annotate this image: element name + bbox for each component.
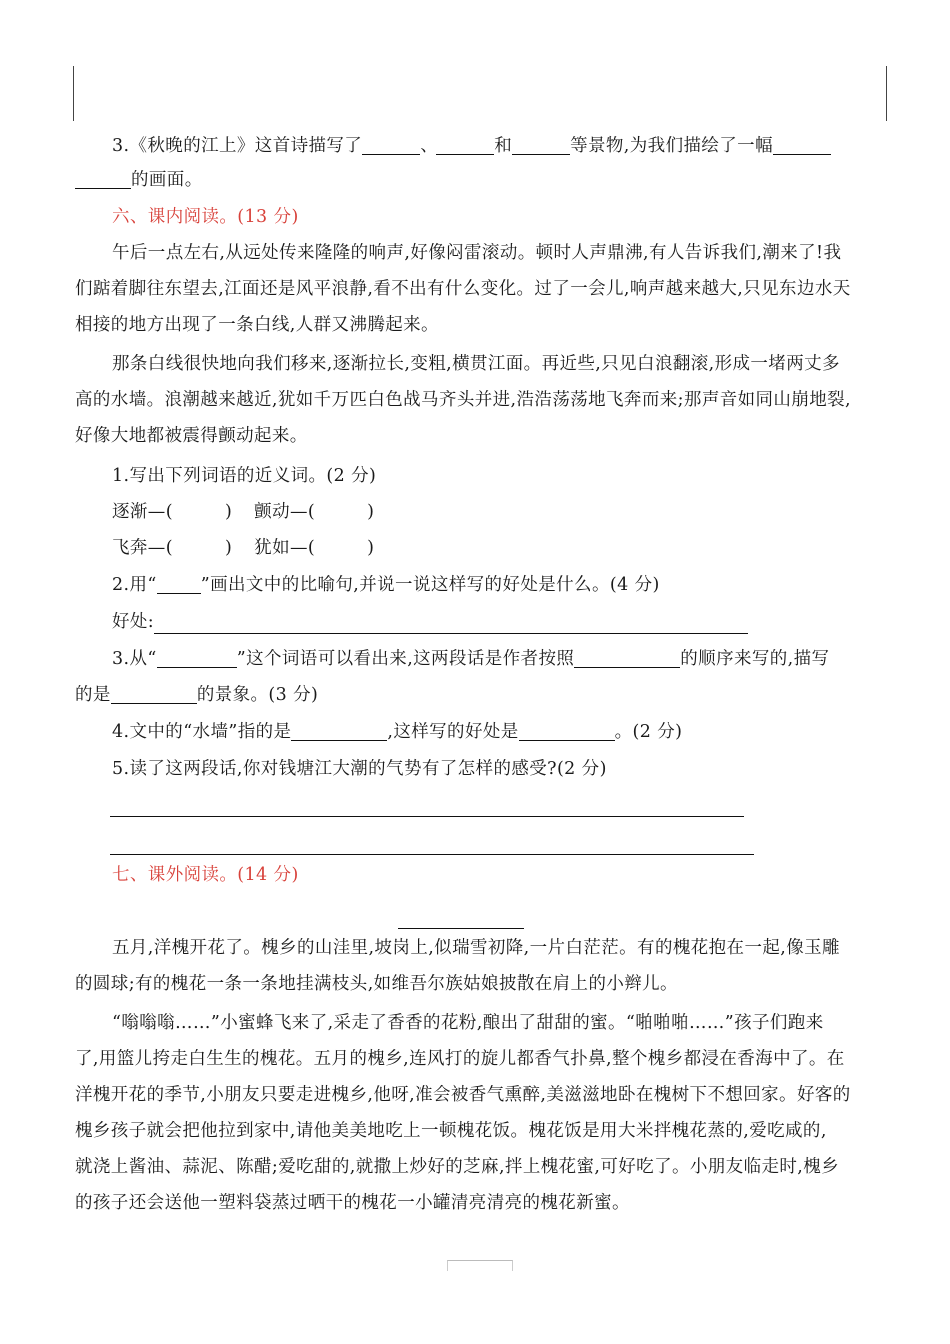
answer-blank[interactable] (291, 722, 387, 741)
s6-para2-line3: 好像大地都被震得颤动起来。 (75, 426, 308, 446)
s7-para2-line5: 就浇上酱油、蒜泥、陈醋;爱吃甜的,就撒上炒好的芝麻,拌上槐花蜜,可好吃了。小朋友临走时,槐乡 (75, 1157, 840, 1177)
q1-prompt: 1.写出下列词语的近义词。(2 分) (112, 466, 377, 486)
answer-blank[interactable] (436, 136, 494, 155)
q2-answer-line[interactable] (154, 633, 748, 634)
right-frame-line (886, 66, 887, 121)
q2-answer-label: 好处: (112, 612, 155, 632)
q5-answer-line-1[interactable] (110, 816, 744, 817)
q3-poem-line1: 3.《秋晚的江上》这首诗描写了 、 和 等景物,为我们描绘了一幅 (112, 134, 831, 158)
s7-para1-line1: 五月,洋槐开花了。槐乡的山洼里,坡岗上,似瑞雪初降,一片白茫茫。有的槐花抱在一起,像玉雕 (112, 938, 840, 958)
q5-answer-line-2[interactable] (110, 854, 754, 855)
q3-line1: 3.从“ ”这个词语可以看出来,这两段话是作者按照 的顺序来写的,描写 (112, 649, 830, 669)
answer-blank[interactable] (75, 170, 131, 189)
q2-prompt: 2.用“ ”画出文中的比喻句,并说一说这样写的好处是什么。(4 分) (112, 575, 660, 595)
answer-blank[interactable] (157, 649, 237, 668)
s6-para2-line1: 那条白线很快地向我们移来,逐渐拉长,变粗,横贯江面。再近些,只见白浪翻滚,形成一堵两丈多 (112, 354, 840, 374)
answer-blank[interactable] (773, 136, 831, 155)
answer-blank[interactable] (157, 575, 201, 594)
answer-blank[interactable] (519, 722, 615, 741)
answer-blank[interactable] (111, 685, 197, 704)
s6-para1-line3: 相接的地方出现了一条白线,人群又沸腾起来。 (75, 315, 439, 335)
q4-line: 4.文中的“水墙”指的是 ,这样写的好处是 。(2 分) (112, 722, 683, 742)
s6-para2-line2: 高的水墙。浪潮越来越近,犹如千万匹白色战马齐头并进,浩浩荡荡地飞奔而来;那声音如同山崩地裂, (75, 390, 851, 410)
s7-para2-line6: 的孩子还会送他一塑料袋蒸过晒干的槐花一小罐清亮清亮的槐花新蜜。 (75, 1193, 630, 1213)
s6-para1-line1: 午后一点左右,从远处传来隆隆的响声,好像闷雷滚动。顿时人声鼎沸,有人告诉我们,潮来了!我 (112, 243, 842, 263)
s7-para1-line2: 的圆球;有的槐花一条一条地挂满枝头,如维吾尔族姑娘披散在肩上的小辫儿。 (75, 974, 678, 994)
q1-row2: 飞奔—( ) 犹如—( ) (112, 538, 375, 558)
s7-para2-line1: “嗡嗡嗡……”小蜜蜂飞来了,采走了香香的花粉,酿出了甜甜的蜜。“啪啪啪……”孩子们跑来 (112, 1013, 824, 1033)
q3-line2: 的是 的景象。(3 分) (75, 685, 319, 705)
page-number-box (447, 1260, 513, 1271)
s7-para2-line2: 了,用篮儿挎走白生生的槐花。五月的槐乡,连风打的旋儿都香气扑鼻,整个槐乡都浸在香海中了。在 (75, 1049, 845, 1069)
s6-para1-line2: 们踮着脚往东望去,江面还是风平浪静,看不出有什么变化。过了一会儿,响声越来越大,只见东边水天 (75, 279, 851, 299)
section7-title: 七、课外阅读。(14 分) (112, 865, 299, 885)
q3-poem-line2: 的画面。 (75, 168, 203, 192)
q1-row1: 逐渐—( ) 颤动—( ) (112, 502, 375, 522)
section6-title: 六、课内阅读。(13 分) (112, 207, 299, 227)
s7-para2-line4: 槐乡孩子就会把他拉到家中,请他美美地吃上一顿槐花饭。槐花饭是用大米拌槐花蒸的,爱吃咸的, (75, 1121, 827, 1141)
answer-blank[interactable] (512, 136, 570, 155)
answer-blank[interactable] (362, 136, 420, 155)
q5-prompt: 5.读了这两段话,你对钱塘江大潮的气势有了怎样的感受?(2 分) (112, 759, 607, 779)
s7-para2-line3: 洋槐开花的季节,小朋友只要走进槐乡,他呀,准会被香气熏醉,美滋滋地卧在槐树下不想回家。好客的 (75, 1085, 851, 1105)
answer-blank[interactable] (574, 649, 680, 668)
article-title-blank[interactable] (398, 928, 524, 929)
left-frame-line (73, 66, 74, 121)
